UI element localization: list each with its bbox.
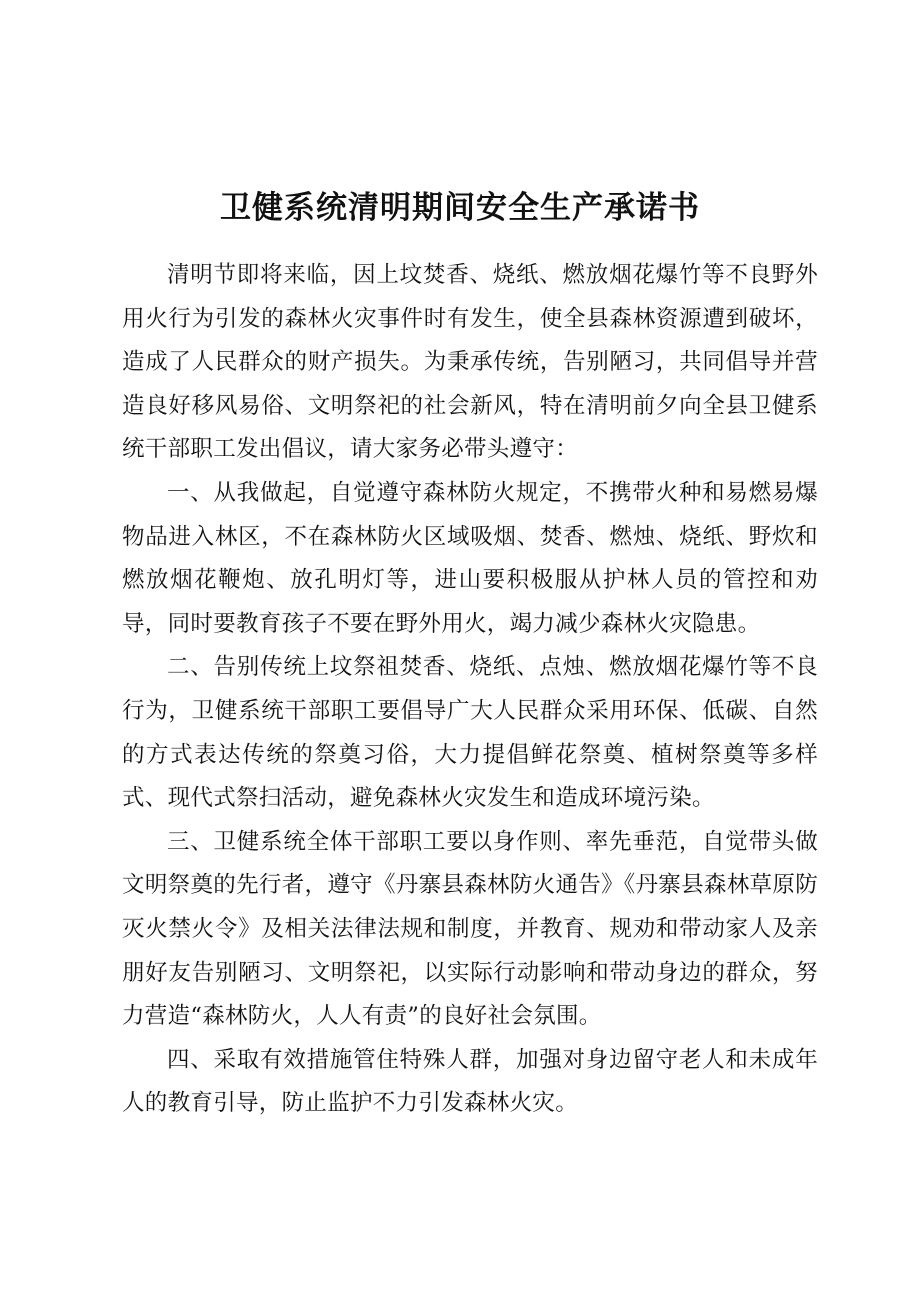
paragraph-item-1: 一、从我做起，自觉遵守森林防火规定，不携带火种和易燃易爆物品进入林区，不在森林防火区域吸烟、焚香、燃烛、烧纸、野炊和燃放烟花鞭炮、放孔明灯等，进山要积极服从护林人员的管控和劝导，同时要教育孩子不要在野外用火，竭力减少森林火灾隐患。 [122,479,818,637]
document-body [122,254,818,1126]
paragraph-item-4: 四、采取有效措施管住特殊人群，加强对身边留守老人和未成年人的教育引导，防止监护不力引发森林火灾。 [122,1046,818,1117]
paragraph-intro: 清明节即将来临，因上坟焚香、烧纸、燃放烟花爆竹等不良野外用火行为引发的森林火灾事件时有发生，使全县森林资源遭到破坏，造成了人民群众的财产损失。为秉承传统，告别陋习，共同倡导并营造良好移风易俗、文明祭祀的社会新风，特在清明前夕向全县卫健系统干部职工发出倡议，请大家务必带头遵守： [122,262,818,463]
document-title: 卫健系统清明期间安全生产承诺书 [220,190,700,226]
paragraph-item-2: 二、告别传统上坟祭祖焚香、烧纸、点烛、燃放烟花爆竹等不良行为，卫健系统干部职工要倡导广大人民群众采用环保、低碳、自然的方式表达传统的祭奠习俗，大力提倡鲜花祭奠、植树祭奠等多样式、现代式祭扫活动，避免森林火灾发生和造成环境污染。 [122,654,818,812]
paragraph-item-3: 三、卫健系统全体干部职工要以身作则、率先垂范，自觉带头做文明祭奠的先行者，遵守《丹寨县森林防火通告》《丹寨县森林草原防灭火禁火令》及相关法律法规和制度，并教育、规劝和带动家人及亲朋好友告别陋习、文明祭祀，以实际行动影响和带动身边的群众，努力营造“森林防火，人人有责”的良好社会氛围。 [122,828,818,1030]
